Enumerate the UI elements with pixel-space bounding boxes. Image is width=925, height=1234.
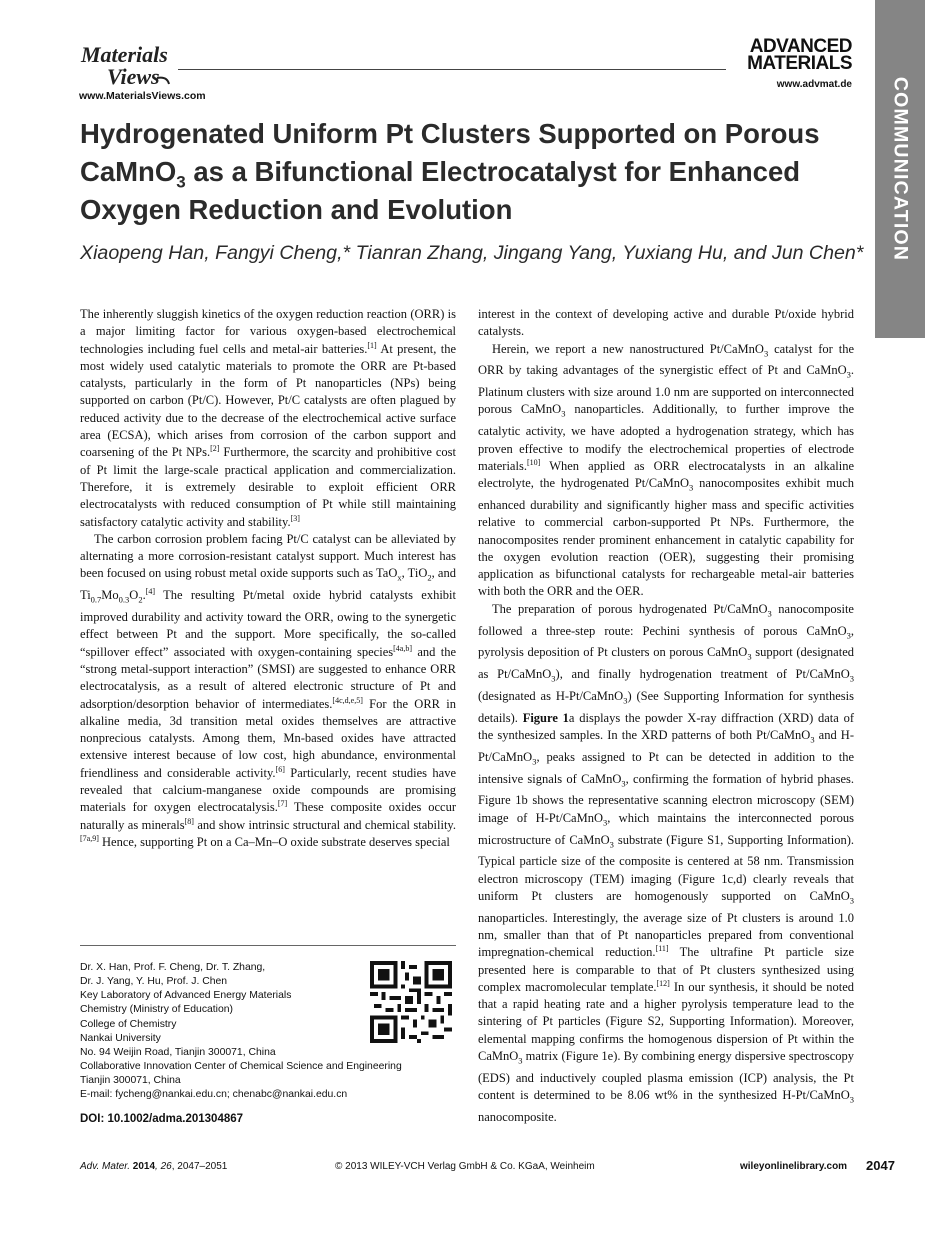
paragraph: interest in the context of developing active and durable Pt/oxide hybrid catalysts. bbox=[478, 307, 854, 339]
affiliation-line: No. 94 Weijin Road, Tianjin 300071, China bbox=[80, 1046, 276, 1058]
citation[interactable]: [4] bbox=[145, 587, 156, 597]
am-logo-line2: MATERIALS bbox=[747, 53, 852, 74]
citation[interactable]: [7a,9] bbox=[80, 833, 99, 843]
copyright-notice: © 2013 WILEY-VCH Verlag GmbH & Co. KGaA, Weinheim bbox=[335, 1161, 595, 1172]
affiliation-email[interactable]: E-mail: fycheng@nankai.edu.cn; chenabc@nankai.edu.cn bbox=[80, 1089, 348, 1101]
affiliation-line: Dr. J. Yang, Y. Hu, Prof. J. Chen bbox=[80, 976, 228, 988]
left-column bbox=[80, 306, 456, 851]
mv-logo-line2: Views bbox=[107, 64, 160, 89]
affiliation-line: Chemistry (Ministry of Education) bbox=[80, 1004, 234, 1016]
paragraph: Herein, we report a new nanostructured Pt/CaMnO$_3$ catalyst for the ORR by taking advantages of the synergistic effect of Pt and CaMnO$_3$. Platinum clusters with size around 1.0 nm are supported on interconnected porous CaMnO$_3$ nanoparticles. Additionally, to further improve the catalytic activity, we have adopted a hydrogenation strategy, which has proven effective to modify the electrochemical properties of electrode materials.[10] When applied as ORR electrocatalysts in an alkaline electrolyte, the hydrogenated Pt/CaMnO$_3$ nanocomposites exhibit much enhanced durability and significantly higher mass and specific activities relative to commercial carbon-supported Pt NPs. Furthermore, the nanocomposites render prominent enhancement in catalytic capability for the oxygen evolution reaction (OER), suggesting their promising application as bifunctional catalysts for rechargeable metal-air batteries with both the ORR and the OER. bbox=[478, 341, 854, 599]
citation[interactable]: [10] bbox=[526, 457, 541, 467]
citation[interactable]: [11] bbox=[655, 944, 669, 954]
header-divider bbox=[178, 69, 726, 70]
citation[interactable]: [6] bbox=[275, 764, 285, 774]
affiliation-block bbox=[80, 961, 402, 1103]
section-tab bbox=[875, 0, 925, 338]
journal-citation: Adv. Mater. 2014, 26, 2047–2051 bbox=[80, 1161, 228, 1172]
citation[interactable]: [12] bbox=[656, 978, 670, 988]
materials-views-url[interactable]: www.MaterialsViews.com bbox=[79, 90, 206, 102]
citation[interactable]: [8] bbox=[184, 816, 194, 826]
am-logo-line1: ADVANCED bbox=[749, 36, 852, 57]
affiliation-line: Collaborative Innovation Center of Chemical Science and Engineering bbox=[80, 1061, 402, 1073]
affiliation-line: College of Chemistry bbox=[80, 1018, 177, 1030]
author-list: Xiaopeng Han, Fangyi Cheng,* Tianran Zhang, Jingang Yang, Yuxiang Hu, and Jun Chen* bbox=[80, 242, 864, 264]
mv-logo-line1: Materials bbox=[81, 42, 168, 67]
affiliation-line: Nankai University bbox=[80, 1032, 161, 1044]
citation[interactable]: [4a,b] bbox=[393, 643, 413, 653]
section-tab-label: COMMUNICATION bbox=[889, 76, 912, 262]
title-line-1: Hydrogenated Uniform Pt Clusters Supported on Porous bbox=[80, 118, 820, 149]
materials-views-logo bbox=[79, 40, 179, 92]
affiliation-divider bbox=[80, 945, 456, 946]
paragraph: The inherently sluggish kinetics of the oxygen reduction reaction (ORR) is a major limiting factor for various oxygen-based electrochemical technologies including fuel cells and metal-air batteries.[1] At present, the most widely used catalytic materials to promote the ORR are Pt-based catalysts, particularly in the form of Pt nanoparticles (NPs) being supported on carbon (Pt/C). However, Pt/C catalysts are often plagued by reduced activity due to the decrease of the electrochemical active surface area (ECSA), which arises from corrosion of the carbon support and coarsening of the Pt NPs.[2] Furthermore, the scarcity and prohibitive cost of Pt limit the large-scale practical application and commercialization. Therefore, it is extremely desirable to exploit efficient ORR electrocatalysts with reduced consumption of Pt while still maintaining satisfactory catalytic activity and stability.[3] bbox=[80, 307, 456, 529]
paragraph: The preparation of porous hydrogenated Pt/CaMnO$_3$ nanocomposite followed a three-step route: Pechini synthesis of porous CaMnO$_3$, pyrolysis deposition of Pt clusters on porous CaMnO$_3$ support (designated as Pt/CaMnO$_3$), and finally hydrogenation treatment of Pt/CaMnO$_3$ (designated as H-Pt/CaMnO$_3$) (See Supporting Information for synthesis details). Figure 1a displays the powder X-ray diffraction (XRD) data of the synthesized samples. In the XRD patterns of both Pt/CaMnO$_3$ and H-Pt/CaMnO$_3$, peaks assigned to Pt can be detected in addition to the intensive signals of CaMnO$_3$, confirming the formation of hybrid phases. Figure 1b shows the representative scanning electron microscopy (SEM) image of H-Pt/CaMnO$_3$, which maintains the interconnected porous microstructure of CaMnO$_3$ substrate (Figure S1, Supporting Information). Typical particle size of the composite is centered at 58 nm. Transmission electron microscopy (TEM) imaging (Figure 1c,d) clearly reveals that uniform Pt clusters are homogenously supported on CaMnO$_3$ nanoparticles. Interestingly, the average size of Pt clusters is around 1.0 nm, smaller than that of Pt nanoparticles prepared from conventional impregnation-chemical reduction.[11] The ultrafine Pt particle size presented here is comparable to that of Pt clusters synthesized using complex macromolecular template.[12] In our synthesis, it should be noted that a rapid heating rate and a higher pyrolysis temperature lead to the sintering of Pt particles (Figure S2, Supporting Information). Moreover, elemental mapping confirms the homogenous dispersion of Pt within the CaMnO$_3$ matrix (Figure 1e). By combining energy dispersive spectroscopy (EDS) and inductively coupled plasma emission (ICP) analysis, the Pt content is determined to be 8.06 wt% in the synthesized H-Pt/CaMnO$_3$ nanocomposite. bbox=[478, 601, 855, 1124]
qr-code-icon[interactable] bbox=[370, 961, 452, 1043]
title-line-2: CaMnO$_3$ as a Bifunctional Electrocatalyst for Enhanced bbox=[80, 156, 801, 192]
advanced-materials-logo bbox=[728, 38, 852, 72]
citation[interactable]: [2] bbox=[210, 444, 220, 454]
citation[interactable]: [3] bbox=[290, 513, 300, 523]
citation[interactable]: [4c,d,e,5] bbox=[332, 695, 363, 705]
page-number: 2047 bbox=[866, 1158, 895, 1173]
wiley-online-library-link[interactable]: wileyonlinelibrary.com bbox=[740, 1161, 848, 1172]
paragraph: The carbon corrosion problem facing Pt/C catalyst can be alleviated by alternating a more corrosion-resistant catalyst support. Much interest has been focused on using robust metal oxide supports such as TaO$_x$, TiO$_2$, and $Ti_{0.7}Mo_{0.3}O_2.[4]$ The resulting Pt/metal oxide hybrid catalysts exhibit improved durability and activity toward the ORR, owing to the synergetic effect between Pt and the support. More specifically, the so-called “spillover effect” associated with oxygen-containing species[4a,b] and the “strong metal-support interaction” (SMSI) are suggested to enhance ORR electrocatalysis, as a result of altered electronic structure of Pt and adsorption/desorption behavior of intermediates.[4c,d,e,5] For the ORR in alkaline media, 3d transition metal oxides themselves are attractive nonprecious catalysts. Among them, Mn-based oxides have attracted extensive interest because of low cost, high abundance, environmental friendliness and considerable activity.[6] Particularly, recent studies have revealed that calcium-manganese oxide compounds are promising materials for oxygen electrocatalysis.[7] These composite oxides occur naturally as minerals[8] and show intrinsic structural and chemical stability.[7a,9] Hence, supporting Pt on a Ca–Mn–O oxide substrate deserves special bbox=[80, 531, 456, 849]
advmat-url[interactable]: www.advmat.de bbox=[776, 79, 852, 90]
doi-link[interactable]: DOI: 10.1002/adma.201304867 bbox=[80, 1113, 244, 1125]
affiliation-line: Key Laboratory of Advanced Energy Materials bbox=[80, 990, 292, 1002]
right-column bbox=[478, 306, 854, 1126]
citation[interactable]: [7] bbox=[277, 799, 288, 809]
affiliation-line: Tianjin 300071, China bbox=[80, 1075, 181, 1087]
citation[interactable]: [1] bbox=[367, 340, 377, 350]
article-title bbox=[80, 115, 860, 229]
title-line-3: Oxygen Reduction and Evolution bbox=[80, 194, 513, 225]
figure-reference[interactable]: Figure 1 bbox=[522, 710, 569, 725]
affiliation-line: Dr. X. Han, Prof. F. Cheng, Dr. T. Zhang, bbox=[80, 962, 266, 973]
